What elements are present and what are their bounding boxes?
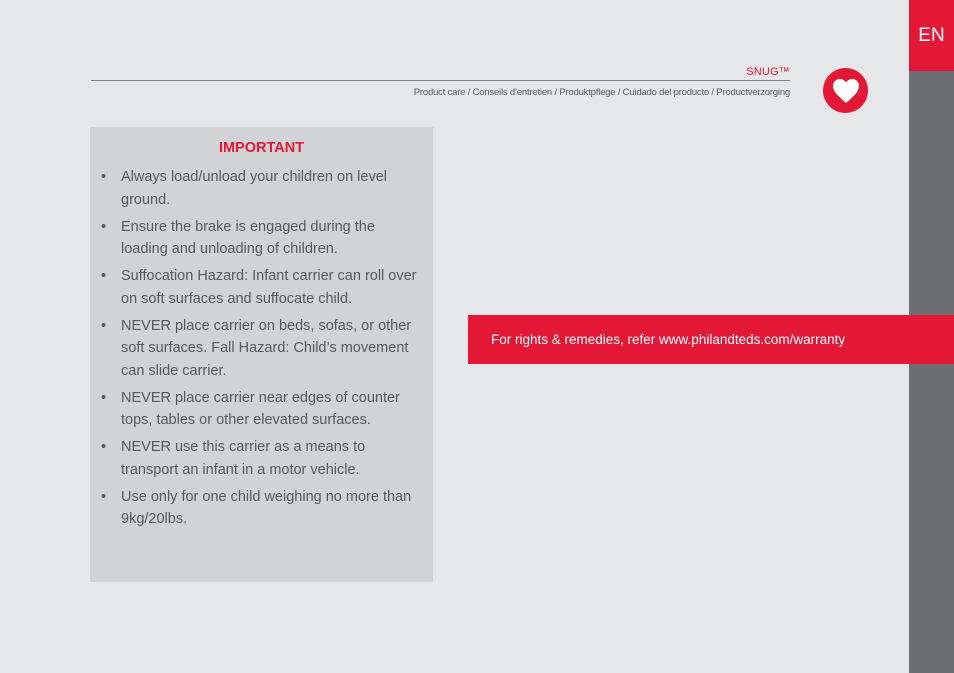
- list-item: • Ensure the brake is engaged during the loading and unloading of children.: [90, 216, 421, 261]
- list-item: • NEVER use this carrier as a means to transport an infant in a motor vehicle.: [90, 436, 421, 481]
- list-item: • Suffocation Hazard: Infant carrier can roll over on soft surfaces and suffocate child.: [90, 265, 421, 310]
- warranty-text: For rights & remedies, refer www.philandteds.com/warranty: [491, 332, 846, 347]
- language-tab-label: EN: [918, 24, 945, 46]
- brand-name: SNUG™: [746, 66, 790, 78]
- warranty-banner: [468, 315, 954, 364]
- list-item: • Always load/unload your children on level ground.: [90, 166, 421, 211]
- header-rule: [91, 80, 790, 81]
- important-title: IMPORTANT: [218, 140, 305, 156]
- list-item: • NEVER place carrier on beds, sofas, or other soft surfaces. Fall Hazard: Child’s movement can slide carrier.: [90, 315, 421, 383]
- important-panel: [90, 127, 433, 582]
- heart-badge: [823, 68, 868, 113]
- heart-icon: [832, 78, 860, 104]
- section-subtitle: Product care / Conseils d’entretien / Produktpflege / Cuidado del producto / Productverzorging: [413, 87, 790, 98]
- important-list: [90, 166, 421, 535]
- language-tab[interactable]: [909, 0, 954, 71]
- list-item: • Use only for one child weighing no more than 9kg/20lbs.: [90, 486, 421, 531]
- list-item: • NEVER place carrier near edges of counter tops, tables or other elevated surfaces.: [90, 387, 421, 432]
